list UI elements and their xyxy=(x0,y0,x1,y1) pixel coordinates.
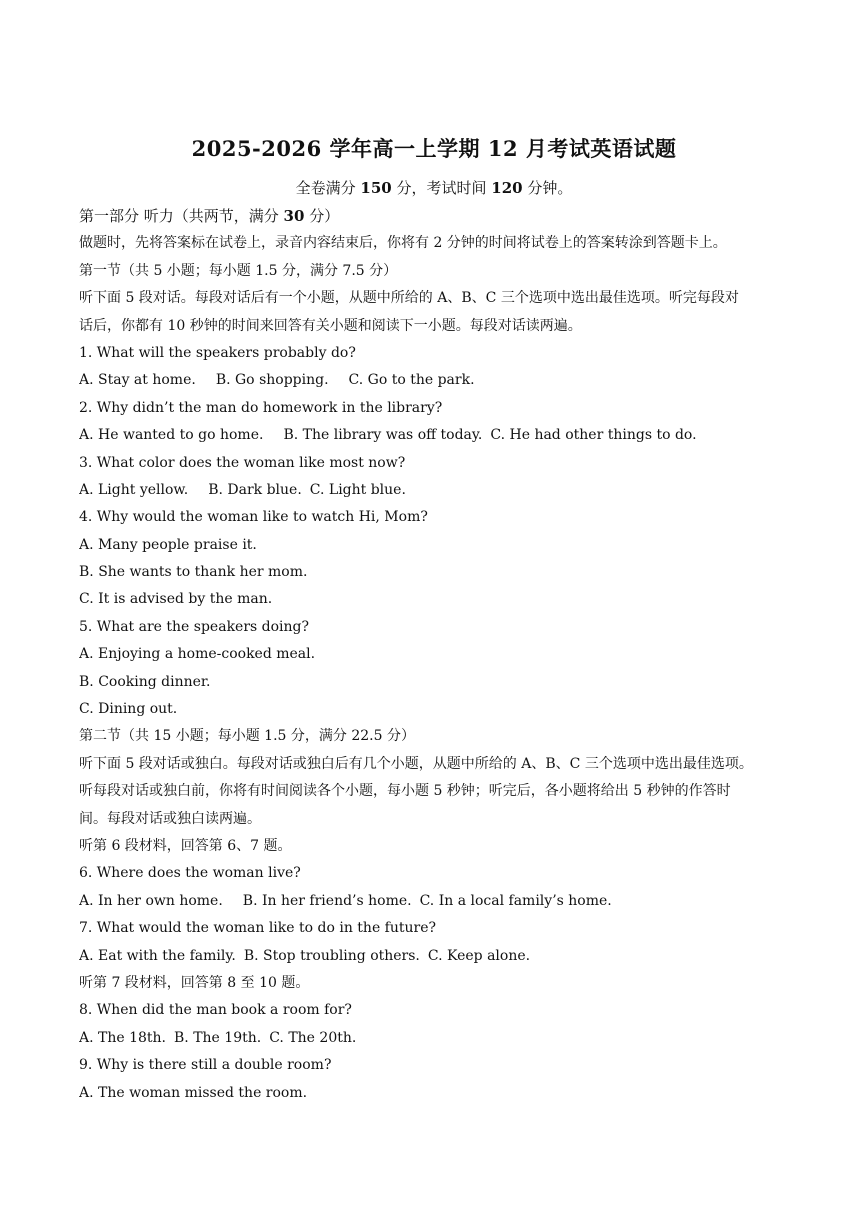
option-b: B. Cooking dinner. xyxy=(79,673,211,690)
option-c: C. Go to the park. xyxy=(348,372,475,389)
question-6: 6. Where does the woman live? xyxy=(79,865,301,882)
option-c: C. He had other things to do. xyxy=(490,427,697,444)
question-6-options xyxy=(79,888,799,915)
option-a: A. Eat with the family. xyxy=(79,947,236,964)
option-c: C. In a local family’s home. xyxy=(419,892,612,909)
option-b: B. She wants to thank her mom. xyxy=(79,564,308,581)
question-8-options xyxy=(79,1025,799,1052)
section2-instruction-line1: 听下面 5 段对话或独白。每段对话或独白后有几个小题，从题中所给的 A、B、C 三个选项中选出最佳选项。 xyxy=(79,755,753,772)
section2-instruction-line3: 间。每段对话或独白读两遍。 xyxy=(79,810,261,827)
total-score: 150 xyxy=(360,179,392,197)
section2-instruction-line2: 听每段对话或独白前，你将有时间阅读各个小题，每小题 5 秒钟；听完后，各小题将给出 5 秒钟的作答时 xyxy=(79,783,731,800)
section1-instruction-line2: 话后，你都有 10 秒钟的时间来回答有关小题和阅读下一小题。每段对话读两遍。 xyxy=(79,317,582,334)
part1-score: 30 xyxy=(283,207,305,225)
question-5: 5. What are the speakers doing? xyxy=(79,618,310,635)
option-a: A. In her own home. xyxy=(79,892,223,909)
exam-info-suffix: 分钟。 xyxy=(522,179,573,197)
option-a: A. The 18th. xyxy=(79,1029,167,1046)
part1-heading-prefix: 第一部分 听力（共两节，满分 xyxy=(79,207,284,225)
section1-heading: 第一节（共 5 小题；每小题 1.5 分，满分 7.5 分） xyxy=(79,262,398,279)
option-a: A. Enjoying a home-cooked meal. xyxy=(79,646,316,663)
question-4: 4. Why would the woman like to watch Hi, Mom? xyxy=(79,509,428,526)
exam-info-prefix: 全卷满分 xyxy=(295,179,361,197)
exam-body xyxy=(79,203,799,1107)
part1-instruction: 做题时，先将答案标在试卷上，录音内容结束后，你将有 2 分钟的时间将试卷上的答案转涂到答题卡上。 xyxy=(79,235,727,252)
material-6-note: 听第 6 段材料，回答第 6、7 题。 xyxy=(79,837,292,854)
question-3: 3. What color does the woman like most now? xyxy=(79,454,406,471)
option-b: B. The 19th. xyxy=(174,1029,262,1046)
part1-heading xyxy=(79,203,799,230)
material-7-note: 听第 7 段材料，回答第 8 至 10 题。 xyxy=(79,974,310,991)
exam-duration: 120 xyxy=(491,179,523,197)
question-1: 1. What will the speakers probably do? xyxy=(79,344,356,361)
option-a: A. Stay at home. xyxy=(79,372,196,389)
part1-heading-suffix: 分） xyxy=(304,207,340,225)
option-a: A. The woman missed the room. xyxy=(79,1084,308,1101)
question-1-options xyxy=(79,367,799,394)
option-b: B. Dark blue. xyxy=(208,481,302,498)
option-c: C. It is advised by the man. xyxy=(79,591,273,608)
option-a: A. He wanted to go home. xyxy=(79,427,264,444)
option-c: C. Light blue. xyxy=(309,481,406,498)
question-2: 2. Why didn’t the man do homework in the library? xyxy=(79,399,443,416)
question-3-options xyxy=(79,477,799,504)
page-title: 2025-2026 学年高一上学期 12 月考试英语试题 xyxy=(191,136,677,161)
question-7-options xyxy=(79,943,799,970)
option-c: C. The 20th. xyxy=(269,1029,357,1046)
option-b: B. Go shopping. xyxy=(215,372,329,389)
question-7: 7. What would the woman like to do in the future? xyxy=(79,920,436,937)
exam-info xyxy=(0,177,868,198)
question-2-options xyxy=(79,422,799,449)
option-a: A. Light yellow. xyxy=(79,481,189,498)
option-b: B. Stop troubling others. xyxy=(243,947,420,964)
option-c: C. Keep alone. xyxy=(427,947,531,964)
option-b: B. The library was off today. xyxy=(283,427,483,444)
question-9: 9. Why is there still a double room? xyxy=(79,1057,332,1074)
section2-heading: 第二节（共 15 小题；每小题 1.5 分，满分 22.5 分） xyxy=(79,728,415,745)
question-8: 8. When did the man book a room for? xyxy=(79,1002,352,1019)
option-c: C. Dining out. xyxy=(79,701,178,718)
option-b: B. In her friend’s home. xyxy=(242,892,412,909)
section1-instruction-line1: 听下面 5 段对话。每段对话后有一个小题，从题中所给的 A、B、C 三个选项中选出最佳选项。听完每段对 xyxy=(79,290,739,307)
exam-info-mid: 分，考试时间 xyxy=(391,179,492,197)
option-a: A. Many people praise it. xyxy=(79,536,257,553)
